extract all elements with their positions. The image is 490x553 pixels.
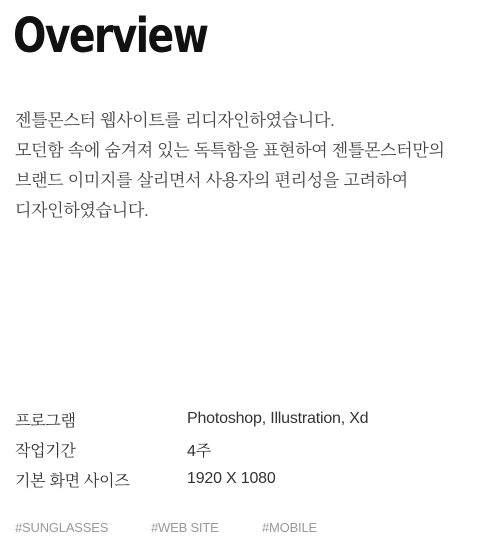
- tag-mobile[interactable]: #MOBILE: [262, 520, 317, 535]
- info-label: 기본 화면 사이즈: [15, 472, 130, 490]
- description-line: 브랜드 이미지를 살리면서 사용자의 편리성을 고려하여: [15, 171, 408, 190]
- page-title: Overview: [13, 8, 208, 64]
- info-value: 4주: [187, 442, 211, 460]
- info-value: 1920 X 1080: [187, 470, 276, 487]
- description-line: 모던함 속에 숨겨져 있는 독특함을 표현하여 젠틀몬스터만의: [15, 141, 445, 160]
- info-label: 프로그램: [15, 412, 76, 430]
- info-label: 작업기간: [15, 442, 76, 460]
- tag-web-site[interactable]: #WEB SITE: [151, 520, 219, 535]
- info-row-screen-size: [15, 464, 475, 494]
- description-line: 디자인하였습니다.: [15, 201, 149, 220]
- tag-list: [15, 520, 317, 535]
- project-info-table: [15, 404, 475, 494]
- info-value: Photoshop, Illustration, Xd: [187, 410, 369, 427]
- tag-sunglasses[interactable]: #SUNGLASSES: [15, 520, 109, 535]
- info-row-duration: [15, 434, 475, 464]
- info-row-program: [15, 404, 475, 434]
- overview-description: [15, 106, 485, 226]
- description-line: 젠틀몬스터 웹사이트를 리디자인하였습니다.: [15, 111, 335, 130]
